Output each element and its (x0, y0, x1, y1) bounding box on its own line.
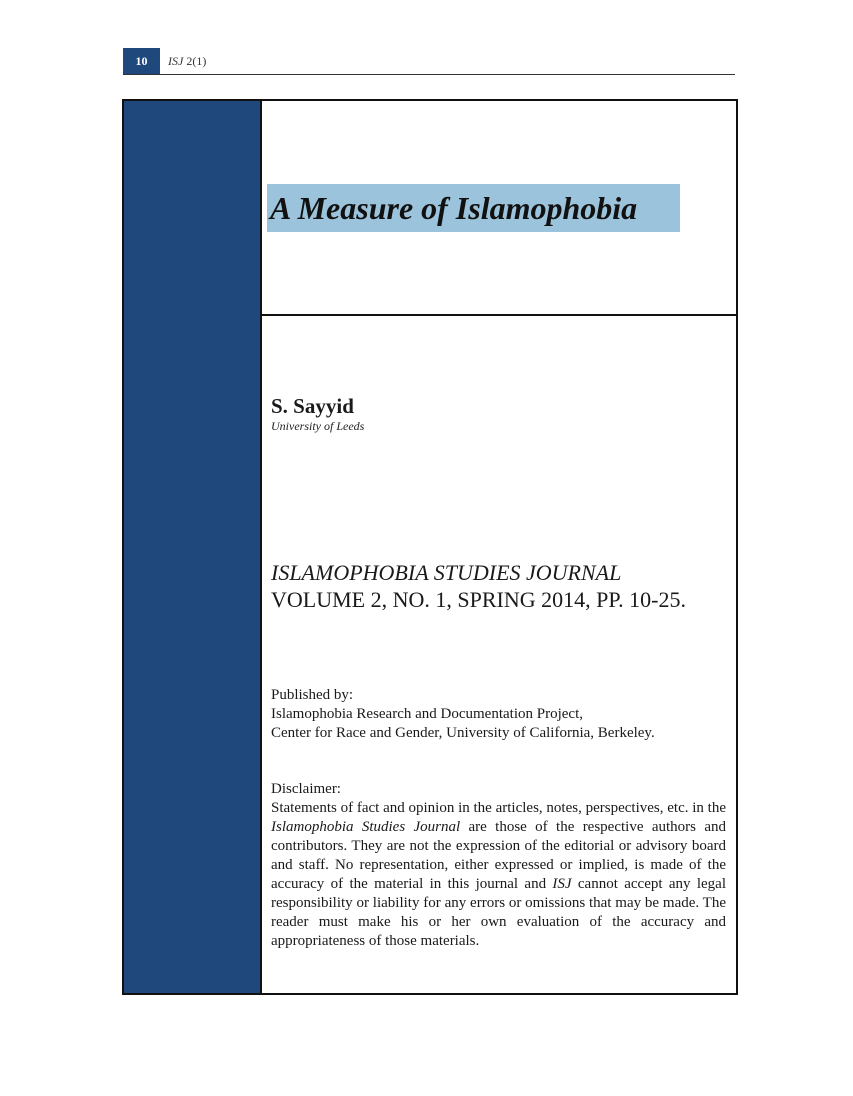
running-header (123, 48, 735, 75)
author-affiliation: University of Leeds (271, 419, 365, 433)
disclaimer-part-1: Statements of fact and opinion in the articles, notes, perspectives, etc. in the (271, 800, 726, 816)
publisher-block (271, 686, 655, 743)
blue-sidebar (124, 101, 262, 993)
disclaimer-text (271, 799, 726, 951)
publisher-line-2: Center for Race and Gender, University of California, Berkeley. (271, 725, 655, 741)
journal-issue (168, 48, 206, 74)
author-name: S. Sayyid (271, 394, 354, 418)
article-title: A Measure of Islamophobia (270, 190, 638, 226)
disclaimer-isj: ISJ (552, 876, 572, 892)
journal-volume: VOLUME 2, NO. 1, SPRING 2014, PP. 10-25. (271, 587, 686, 612)
title-box (262, 101, 736, 316)
journal-abbreviation: ISJ (168, 54, 184, 68)
journal-name: ISLAMOPHOBIA STUDIES JOURNAL (271, 560, 622, 585)
page-number: 10 (123, 48, 160, 74)
title-page-frame (122, 99, 738, 995)
disclaimer-part-2: are those of the respective authors and contributors. They are not the expression of the editorial or advisory board and staff. No representation, either expressed or implied, is made of the accuracy of the material in this journal and (271, 819, 726, 892)
publisher-line-1: Islamophobia Research and Documentation Project, (271, 706, 583, 722)
disclaimer-part-3: cannot accept any legal responsibility or liability for any errors or omissions that may be made. The reader must make his or her own evaluation of the accuracy and appropriateness of those materials. (271, 876, 726, 949)
disclaimer-label: Disclaimer: (271, 781, 341, 797)
publisher-label: Published by: (271, 687, 354, 703)
disclaimer-journal-title: Islamophobia Studies Journal (271, 819, 461, 835)
article-info (262, 316, 736, 993)
issue-number: 2(1) (183, 54, 207, 68)
